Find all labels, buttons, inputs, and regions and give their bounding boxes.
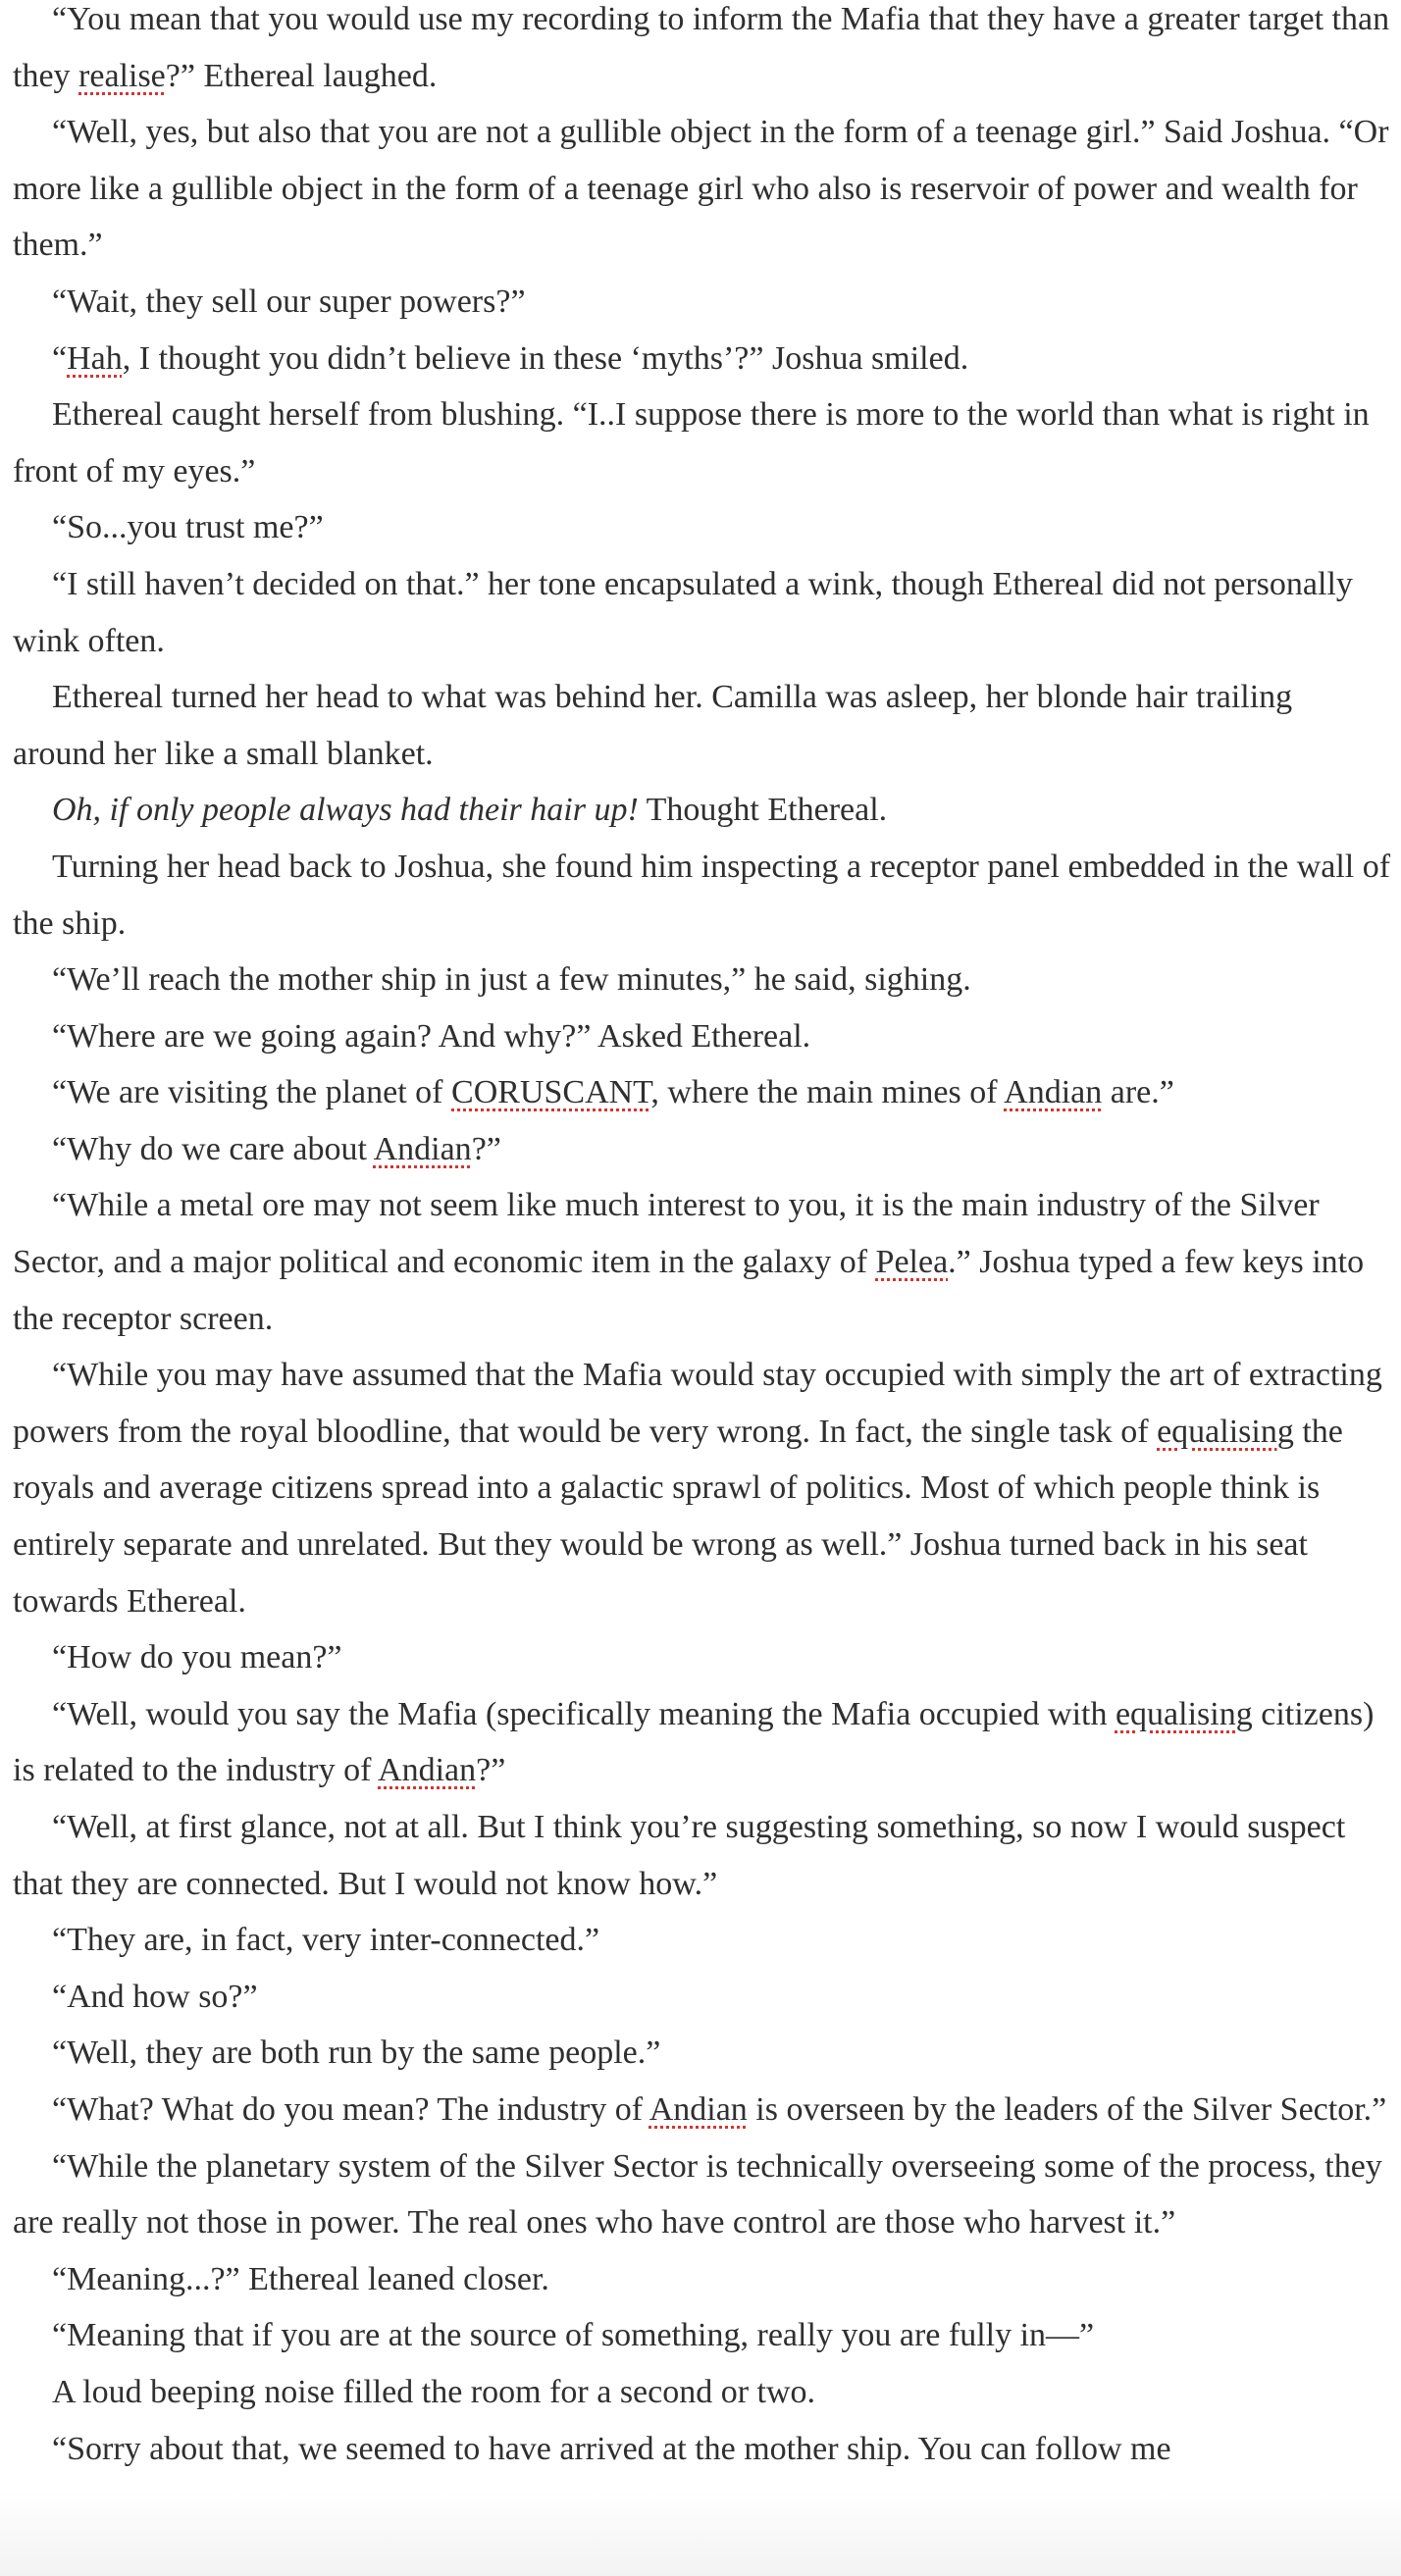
paragraph — [13, 782, 1391, 839]
misspelled-word[interactable]: CORUSCANT — [451, 1074, 651, 1111]
text-run: “You mean that you would use my recording to inform the Mafia that they have a greater target than they — [13, 1, 1390, 94]
paragraph — [13, 386, 1391, 499]
paragraph — [13, 2138, 1391, 2251]
misspelled-word[interactable]: Andian — [1004, 1074, 1103, 1111]
text-run: the royals and average citizens spread into a galactic sprawl of politics. Most of which people think is entirely separate and unrelated. But they would be wrong as well.” Joshua turned back in his seat towards Ethereal. — [13, 1413, 1343, 1620]
paragraph — [13, 2421, 1391, 2478]
paragraph — [13, 1064, 1391, 1121]
text-run: “Wait, they sell our super powers?” — [52, 283, 526, 320]
paragraph — [13, 2251, 1391, 2308]
misspelled-word[interactable]: Andian — [373, 1130, 472, 1167]
text-run: “While the planetary system of the Silver Sector is technically overseeing some of the process, they are really not those in power. The real ones who have control are those who harvest it.” — [13, 2147, 1382, 2241]
document-body[interactable] — [13, 0, 1391, 2477]
paragraph — [13, 331, 1391, 387]
paragraph — [13, 1799, 1391, 1912]
text-run: “And how so?” — [52, 1978, 258, 2015]
paragraph — [13, 104, 1391, 274]
text-run: ?” Ethereal laughed. — [165, 57, 438, 94]
paragraph — [13, 274, 1391, 331]
text-run: “Where are we going again? And why?” Asked Ethereal. — [52, 1017, 811, 1055]
misspelled-word[interactable]: realise — [78, 57, 166, 94]
bottom-fade — [0, 2492, 1401, 2576]
paragraph — [13, 0, 1391, 104]
paragraph — [13, 669, 1391, 782]
misspelled-word[interactable]: Andian — [378, 1752, 477, 1789]
misspelled-word[interactable]: equalising — [1115, 1695, 1253, 1732]
paragraph — [13, 2364, 1391, 2421]
text-run: “Well, would you say the Mafia (specifically meaning the Mafia occupied with — [52, 1695, 1116, 1732]
text-run: “ — [52, 339, 68, 377]
text-run: Turning her head back to Joshua, she found him inspecting a receptor panel embedded in the wall of the ship. — [13, 848, 1391, 942]
misspelled-word[interactable]: Hah — [67, 339, 123, 377]
paragraph — [13, 2025, 1391, 2082]
misspelled-word[interactable]: equalising — [1157, 1413, 1294, 1450]
text-run: “While you may have assumed that the Mafia would stay occupied with simply the art of extracting powers from the royal bloodline, that would be very wrong. In fact, the single task of — [13, 1357, 1382, 1450]
text-run: Ethereal caught herself from blushing. “I..I suppose there is more to the world than what is right in front of my eyes.” — [13, 396, 1370, 489]
text-run: .” Joshua typed a few keys into the receptor screen. — [13, 1244, 1365, 1337]
paragraph — [13, 499, 1391, 556]
text-run: A loud beeping noise filled the room for a second or two. — [52, 2373, 816, 2410]
text-run: “Well, they are both run by the same people.” — [52, 2035, 661, 2072]
paragraph — [13, 556, 1391, 669]
paragraph-list — [13, 0, 1391, 2477]
paragraph — [13, 1969, 1391, 2026]
misspelled-word[interactable]: Pelea — [875, 1244, 949, 1281]
text-run: are.” — [1102, 1074, 1174, 1111]
paragraph — [13, 952, 1391, 1008]
paragraph — [13, 839, 1391, 952]
text-run: citizens) is related to the industry of — [13, 1695, 1375, 1789]
text-run: , where the main mines of — [650, 1074, 1005, 1111]
text-run: “While a metal ore may not seem like much interest to you, it is the main industry of the Silver Sector, and a major political and economic item in the galaxy of — [13, 1187, 1320, 1281]
text-run: “They are, in fact, very inter-connected.” — [52, 1922, 600, 1959]
paragraph — [13, 1629, 1391, 1686]
text-run: “Well, yes, but also that you are not a gullible object in the form of a teenage girl.” Said Joshua. “Or more like a gullible object in the form of a teenage girl who also is reservoir of power and wealth for them.” — [13, 114, 1389, 264]
paragraph — [13, 2307, 1391, 2364]
paragraph — [13, 1347, 1391, 1629]
text-run: Ethereal turned her head to what was behind her. Camilla was asleep, her blonde hair trailing around her like a small blanket. — [13, 679, 1293, 772]
italic-text: Oh, if only people always had their hair up! — [52, 792, 639, 829]
text-run: “We are visiting the planet of — [52, 1074, 452, 1111]
misspelled-word[interactable]: Andian — [649, 2090, 748, 2128]
text-run: “We’ll reach the mother ship in just a few minutes,” he said, sighing. — [52, 961, 971, 999]
text-run: “So...you trust me?” — [52, 509, 324, 546]
text-run: “Meaning that if you are at the source of something, really you are fully in—” — [52, 2317, 1095, 2354]
paragraph — [13, 2082, 1391, 2138]
text-run: “I still haven’t decided on that.” her tone encapsulated a wink, though Ethereal did not personally wink often. — [13, 565, 1353, 659]
text-run: ?” — [476, 1752, 506, 1789]
text-run: “Sorry about that, we seemed to have arrived at the mother ship. You can follow me — [52, 2430, 1171, 2467]
paragraph — [13, 1008, 1391, 1065]
paragraph — [13, 1177, 1391, 1347]
text-run: is overseen by the leaders of the Silver Sector.” — [747, 2090, 1387, 2128]
paragraph — [13, 1912, 1391, 1969]
paragraph — [13, 1121, 1391, 1178]
text-run: “Why do we care about — [52, 1130, 374, 1167]
text-run: , I thought you didn’t believe in these ‘myths’?” Joshua smiled. — [122, 339, 969, 377]
text-run: Thought Ethereal. — [638, 792, 888, 829]
text-run: “Well, at first glance, not at all. But I think you’re suggesting something, so now I would suspect that they are connected. But I would not know how.” — [13, 1809, 1346, 1902]
text-run: “What? What do you mean? The industry of — [52, 2090, 649, 2128]
text-run: ?” — [471, 1130, 501, 1167]
text-run: “How do you mean?” — [52, 1639, 342, 1676]
paragraph — [13, 1686, 1391, 1799]
text-run: “Meaning...?” Ethereal leaned closer. — [52, 2260, 549, 2297]
